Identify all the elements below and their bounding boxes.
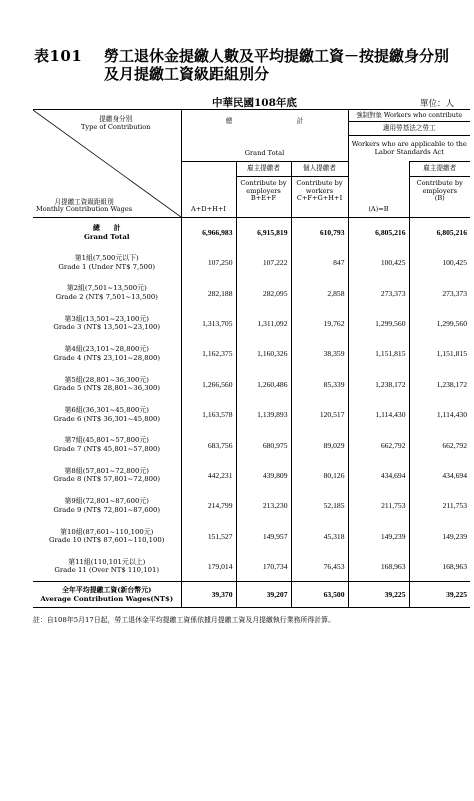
- grade-row: [33, 551, 470, 581]
- value-cell: 1,139,893: [236, 399, 291, 429]
- value-cell: 439,809: [236, 460, 291, 490]
- employer2-header-en: Contribute by employers: [416, 179, 463, 195]
- value-cell: 1,114,430: [409, 399, 470, 429]
- value-cell: 683,756: [181, 430, 236, 460]
- row-label-zh: 全年平均提繳工資(新台幣元): [62, 586, 152, 595]
- row-label-zh: 第4組(23,101~28,800元): [64, 345, 149, 354]
- formula-total: A+D+H+I: [181, 162, 236, 218]
- row-label-zh: 第3組(13,501~23,100元): [64, 314, 149, 323]
- employer-header-zh: 雇主提繳者: [237, 165, 291, 177]
- row-label-zh: 總 計: [92, 224, 121, 233]
- row-label-zh: 第10組(87,601~110,100元): [60, 527, 154, 536]
- employer-header: [236, 162, 291, 218]
- grade-row: [33, 278, 470, 308]
- average-wages-row: [33, 582, 470, 608]
- value-cell: 89,029: [291, 430, 348, 460]
- value-cell: 168,963: [409, 551, 470, 581]
- row-label-zh: 第8組(57,801~72,800元): [64, 466, 149, 475]
- grade-row: [33, 491, 470, 521]
- row-label-en: Grade 2 (NT$ 7,501~13,500): [55, 293, 158, 302]
- value-cell: 1,151,815: [409, 339, 470, 369]
- row-label-en: Average Contribution Wages(NT$): [40, 594, 174, 603]
- row-label: [33, 248, 181, 278]
- value-cell: 282,188: [181, 278, 236, 308]
- row-label: [33, 218, 181, 248]
- compulsory-header: 強制對象 Workers who contribute: [348, 110, 470, 122]
- employer2-header-zh: 雇主提繳者: [410, 165, 471, 177]
- table-number: 表101: [34, 47, 83, 65]
- wages-group-en: Monthly Contribution Wages: [36, 205, 133, 214]
- value-cell: 149,239: [409, 521, 470, 551]
- value-cell: 179,014: [181, 551, 236, 581]
- grand-total-row: [33, 218, 470, 248]
- value-cell: 442,231: [181, 460, 236, 490]
- grade-row: [33, 308, 470, 338]
- row-label-zh: 第9組(72,801~87,600元): [64, 497, 149, 506]
- table-body: [33, 218, 470, 608]
- value-cell: 1,311,092: [236, 308, 291, 338]
- value-cell: 6,915,819: [236, 218, 291, 248]
- value-cell: 1,162,375: [181, 339, 236, 369]
- row-label-en: Grade 11 (Over NT$ 110,101): [54, 566, 160, 575]
- value-cell: 107,250: [181, 248, 236, 278]
- corner-header-cell: [33, 110, 181, 218]
- value-cell: 662,792: [348, 430, 409, 460]
- value-cell: 1,114,430: [348, 399, 409, 429]
- row-label-zh: 第2組(7,501~13,500元): [66, 284, 147, 293]
- row-label: [33, 369, 181, 399]
- unit-label: 單位：人: [420, 99, 455, 109]
- value-cell: 39,225: [348, 582, 409, 608]
- period-label: 中華民國108年底: [212, 97, 297, 109]
- value-cell: 149,239: [348, 521, 409, 551]
- grade-row: [33, 339, 470, 369]
- value-cell: 680,975: [236, 430, 291, 460]
- row-label: [33, 521, 181, 551]
- value-cell: 434,694: [348, 460, 409, 490]
- worker-header: [291, 162, 348, 218]
- value-cell: 80,126: [291, 460, 348, 490]
- value-cell: 76,453: [291, 551, 348, 581]
- row-label-en: Grade 5 (NT$ 28,801~36,300): [53, 384, 161, 393]
- formula-employer: B+E+F: [250, 194, 277, 203]
- value-cell: 52,185: [291, 491, 348, 521]
- footnote: 註：自108年5月17日起，勞工退休金平均提繳工資係依據月提繳工資及月提繳執行業務所得計算。: [33, 616, 335, 624]
- value-cell: 100,425: [409, 248, 470, 278]
- worker-header-zh: 個人提繳者: [292, 165, 348, 177]
- value-cell: 610,793: [291, 218, 348, 248]
- row-label: [33, 430, 181, 460]
- grade-row: [33, 248, 470, 278]
- value-cell: 100,425: [348, 248, 409, 278]
- row-label-zh: 第5組(28,801~36,300元): [64, 375, 149, 384]
- value-cell: 1,260,486: [236, 369, 291, 399]
- value-cell: 45,318: [291, 521, 348, 551]
- value-cell: 434,694: [409, 460, 470, 490]
- value-cell: 1,238,172: [409, 369, 470, 399]
- row-label-zh: 第6組(36,301~45,800元): [64, 406, 149, 415]
- value-cell: 1,299,560: [348, 308, 409, 338]
- row-label-en: Grand Total: [84, 232, 130, 241]
- statistics-table: [33, 109, 470, 608]
- value-cell: 39,370: [181, 582, 236, 608]
- value-cell: 6,805,216: [348, 218, 409, 248]
- total-header-zh-2: 計: [296, 117, 304, 125]
- lsa-header-en: Workers who are applicable to the Labor Standards Act: [348, 136, 470, 162]
- value-cell: 1,238,172: [348, 369, 409, 399]
- value-cell: 6,966,983: [181, 218, 236, 248]
- contribution-type-en: Type of Contribution: [81, 122, 151, 131]
- formula-a: (A)=B: [348, 162, 409, 218]
- value-cell: 107,222: [236, 248, 291, 278]
- row-label-zh: 第1組(7,500元以下): [74, 254, 139, 263]
- value-cell: 168,963: [348, 551, 409, 581]
- row-label: [33, 339, 181, 369]
- row-label-zh: 第11組(110,101元以上): [68, 557, 146, 566]
- value-cell: 211,753: [409, 491, 470, 521]
- worker-header-en: Contribute by workers: [296, 179, 343, 195]
- row-label-en: Grade 1 (Under NT$ 7,500): [58, 262, 156, 271]
- wages-group-zh: 月提繳工資級距組別: [54, 197, 114, 206]
- table-title-line-1: 勞工退休金提繳人數及平均提繳工資－按提繳身分別: [104, 47, 450, 65]
- row-label: [33, 582, 181, 608]
- value-cell: 6,805,216: [409, 218, 470, 248]
- value-cell: 149,957: [236, 521, 291, 551]
- row-label: [33, 460, 181, 490]
- grade-row: [33, 430, 470, 460]
- row-label-en: Grade 8 (NT$ 57,801~72,800): [53, 475, 161, 484]
- value-cell: 1,266,560: [181, 369, 236, 399]
- value-cell: 1,160,326: [236, 339, 291, 369]
- employer2-header: [409, 162, 470, 218]
- table-header: [33, 110, 470, 218]
- table-title-line-2: 及月提繳工資級距組別分: [104, 65, 270, 83]
- value-cell: 662,792: [409, 430, 470, 460]
- grade-row: [33, 460, 470, 490]
- row-label-zh: 第7組(45,801~57,800元): [64, 436, 149, 445]
- grand-total-header-en: Grand Total: [181, 136, 348, 162]
- value-cell: 85,339: [291, 369, 348, 399]
- row-label-en: Grade 9 (NT$ 72,801~87,600): [53, 505, 161, 514]
- value-cell: 170,734: [236, 551, 291, 581]
- lsa-header-zh: 適用勞基法之勞工: [348, 122, 470, 136]
- row-label-en: Grade 3 (NT$ 13,501~23,100): [53, 323, 161, 332]
- row-label-en: Grade 4 (NT$ 23,101~28,800): [53, 353, 161, 362]
- value-cell: 38,359: [291, 339, 348, 369]
- value-cell: 39,207: [236, 582, 291, 608]
- row-label: [33, 491, 181, 521]
- value-cell: 151,527: [181, 521, 236, 551]
- value-cell: 1,163,578: [181, 399, 236, 429]
- value-cell: 1,151,815: [348, 339, 409, 369]
- value-cell: 1,299,560: [409, 308, 470, 338]
- row-label: [33, 278, 181, 308]
- value-cell: 847: [291, 248, 348, 278]
- contribution-type-zh: 提繳身分別: [99, 115, 133, 123]
- grade-row: [33, 521, 470, 551]
- grade-row: [33, 369, 470, 399]
- value-cell: 1,313,705: [181, 308, 236, 338]
- formula-b: (B): [434, 194, 445, 203]
- value-cell: 120,517: [291, 399, 348, 429]
- row-label: [33, 399, 181, 429]
- value-cell: 211,753: [348, 491, 409, 521]
- value-cell: 63,500: [291, 582, 348, 608]
- formula-worker: C+F+G+H+I: [296, 194, 343, 203]
- total-header-zh-1: 總: [225, 117, 233, 125]
- row-label: [33, 551, 181, 581]
- row-label-en: Grade 10 (NT$ 87,601~110,100): [49, 536, 165, 545]
- row-label-en: Grade 7 (NT$ 45,801~57,800): [53, 445, 161, 454]
- row-label: [33, 308, 181, 338]
- value-cell: 273,373: [348, 278, 409, 308]
- employer-header-en: Contribute by employers: [240, 179, 287, 195]
- value-cell: 2,858: [291, 278, 348, 308]
- value-cell: 282,095: [236, 278, 291, 308]
- grade-row: [33, 399, 470, 429]
- value-cell: 19,762: [291, 308, 348, 338]
- value-cell: 39,225: [409, 582, 470, 608]
- value-cell: 213,230: [236, 491, 291, 521]
- value-cell: 214,799: [181, 491, 236, 521]
- value-cell: 273,373: [409, 278, 470, 308]
- row-label-en: Grade 6 (NT$ 36,301~45,800): [53, 414, 161, 423]
